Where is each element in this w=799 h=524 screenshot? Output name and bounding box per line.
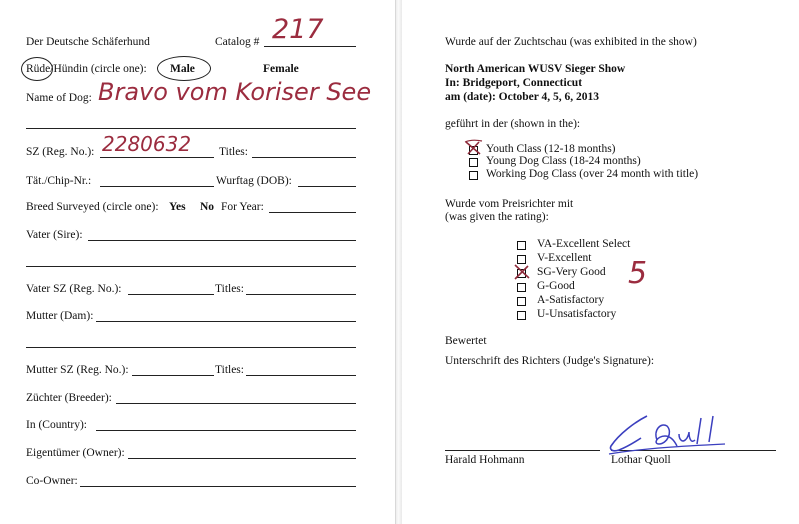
org-name: Der Deutsche Schäferhund xyxy=(26,36,150,48)
u-label: U-Unsatisfactory xyxy=(537,308,617,320)
dam-sz-label: Mutter SZ (Reg. No.): xyxy=(26,364,129,376)
rude-circle-mark xyxy=(21,57,53,81)
dam-sz-line[interactable] xyxy=(132,375,214,376)
dob-line[interactable] xyxy=(298,186,356,187)
bewertet-label: Bewertet xyxy=(445,335,487,347)
dog-name-label: Name of Dog: xyxy=(26,92,92,104)
sex-label: Rüde/Hündin (circle one): xyxy=(26,63,147,75)
working-dog-class-label: Working Dog Class (over 24 month with title) xyxy=(486,168,699,180)
sz-label: SZ (Reg. No.): xyxy=(26,146,95,158)
exhibited-label: Wurde auf der Zuchtschau (was exhibited in the show) xyxy=(445,36,697,48)
young-dog-class-checkbox[interactable] xyxy=(469,158,478,167)
breed-survey-yes[interactable]: Yes xyxy=(169,201,186,213)
left-form-page xyxy=(0,0,396,524)
u-checkbox[interactable] xyxy=(517,311,526,320)
rating-label-1: Wurde vom Preisrichter mit xyxy=(445,198,574,210)
page-fold xyxy=(395,0,402,524)
dob-label: Wurftag (DOB): xyxy=(216,175,292,187)
dam-line[interactable] xyxy=(96,321,356,322)
dam-line-2[interactable] xyxy=(26,347,356,348)
a-checkbox[interactable] xyxy=(517,297,526,306)
judge-1-name: Harald Hohmann xyxy=(445,454,525,466)
sire-label: Vater (Sire): xyxy=(26,229,83,241)
sire-titles-line[interactable] xyxy=(246,294,356,295)
right-form-page xyxy=(402,0,799,524)
country-line[interactable] xyxy=(96,430,356,431)
catalog-label: Catalog # xyxy=(215,36,260,48)
dam-titles-line[interactable] xyxy=(246,375,356,376)
breeder-line[interactable] xyxy=(116,403,356,404)
g-label: G-Good xyxy=(537,280,575,292)
breeder-label: Züchter (Breeder): xyxy=(26,392,112,404)
show-date: am (date): October 4, 5, 6, 2013 xyxy=(445,91,600,103)
show-name: North American WUSV Sieger Show xyxy=(445,63,626,75)
titles-label: Titles: xyxy=(219,146,248,158)
for-year-line[interactable] xyxy=(269,212,356,213)
breed-survey-no[interactable]: No xyxy=(200,201,215,213)
check-mark-icon xyxy=(512,263,532,281)
coowner-label: Co-Owner: xyxy=(26,475,78,487)
va-label: VA-Excellent Select xyxy=(537,238,631,250)
sz-line[interactable] xyxy=(100,157,214,158)
judge-signature-label: Unterschrift des Richters (Judge's Signature): xyxy=(445,355,655,367)
a-label: A-Satisfactory xyxy=(537,294,605,306)
rating-label-2: (was given the rating): xyxy=(445,211,549,223)
country-label: In (Country): xyxy=(26,419,88,431)
v-label: V-Excellent xyxy=(537,252,592,264)
sg-label: SG-Very Good xyxy=(537,266,606,278)
va-checkbox[interactable] xyxy=(517,241,526,250)
placement-handwritten: 5 xyxy=(628,256,648,291)
judge-1-signature-line[interactable] xyxy=(445,450,600,451)
check-mark-icon xyxy=(464,139,484,157)
catalog-line[interactable] xyxy=(264,46,356,47)
sire-line[interactable] xyxy=(88,240,356,241)
working-dog-class-checkbox[interactable] xyxy=(469,171,478,180)
sire-line-2[interactable] xyxy=(26,266,356,267)
young-dog-class-label: Young Dog Class (18-24 months) xyxy=(486,155,641,167)
chip-line[interactable] xyxy=(100,186,214,187)
catalog-number-handwritten: 217 xyxy=(272,14,324,45)
dog-name-line-2[interactable] xyxy=(26,128,356,129)
sz-number-handwritten: 2280632 xyxy=(102,132,192,156)
sire-sz-line[interactable] xyxy=(128,294,214,295)
show-location: In: Bridgeport, Connecticut xyxy=(445,77,583,89)
for-year-label: For Year: xyxy=(221,201,264,213)
shown-in-label: geführt in der (shown in the): xyxy=(445,118,581,130)
female-option[interactable]: Female xyxy=(263,63,299,75)
titles-line[interactable] xyxy=(252,157,356,158)
sire-titles-label: Titles: xyxy=(215,283,244,295)
chip-label: Tät./Chip-Nr.: xyxy=(26,175,92,187)
g-checkbox[interactable] xyxy=(517,283,526,292)
judge-2-name: Lothar Quoll xyxy=(611,454,671,466)
dam-titles-label: Titles: xyxy=(215,364,244,376)
judge-signature-image xyxy=(605,410,745,460)
owner-label: Eigentümer (Owner): xyxy=(26,447,125,459)
male-option[interactable]: Male xyxy=(170,63,195,75)
youth-class-label: Youth Class (12-18 months) xyxy=(486,143,616,155)
breed-survey-label: Breed Surveyed (circle one): xyxy=(26,201,159,213)
sire-sz-label: Vater SZ (Reg. No.): xyxy=(26,283,122,295)
dog-name-handwritten: Bravo vom Koriser See xyxy=(98,78,372,106)
owner-line[interactable] xyxy=(128,458,356,459)
coowner-line[interactable] xyxy=(80,486,356,487)
dam-label: Mutter (Dam): xyxy=(26,310,94,322)
